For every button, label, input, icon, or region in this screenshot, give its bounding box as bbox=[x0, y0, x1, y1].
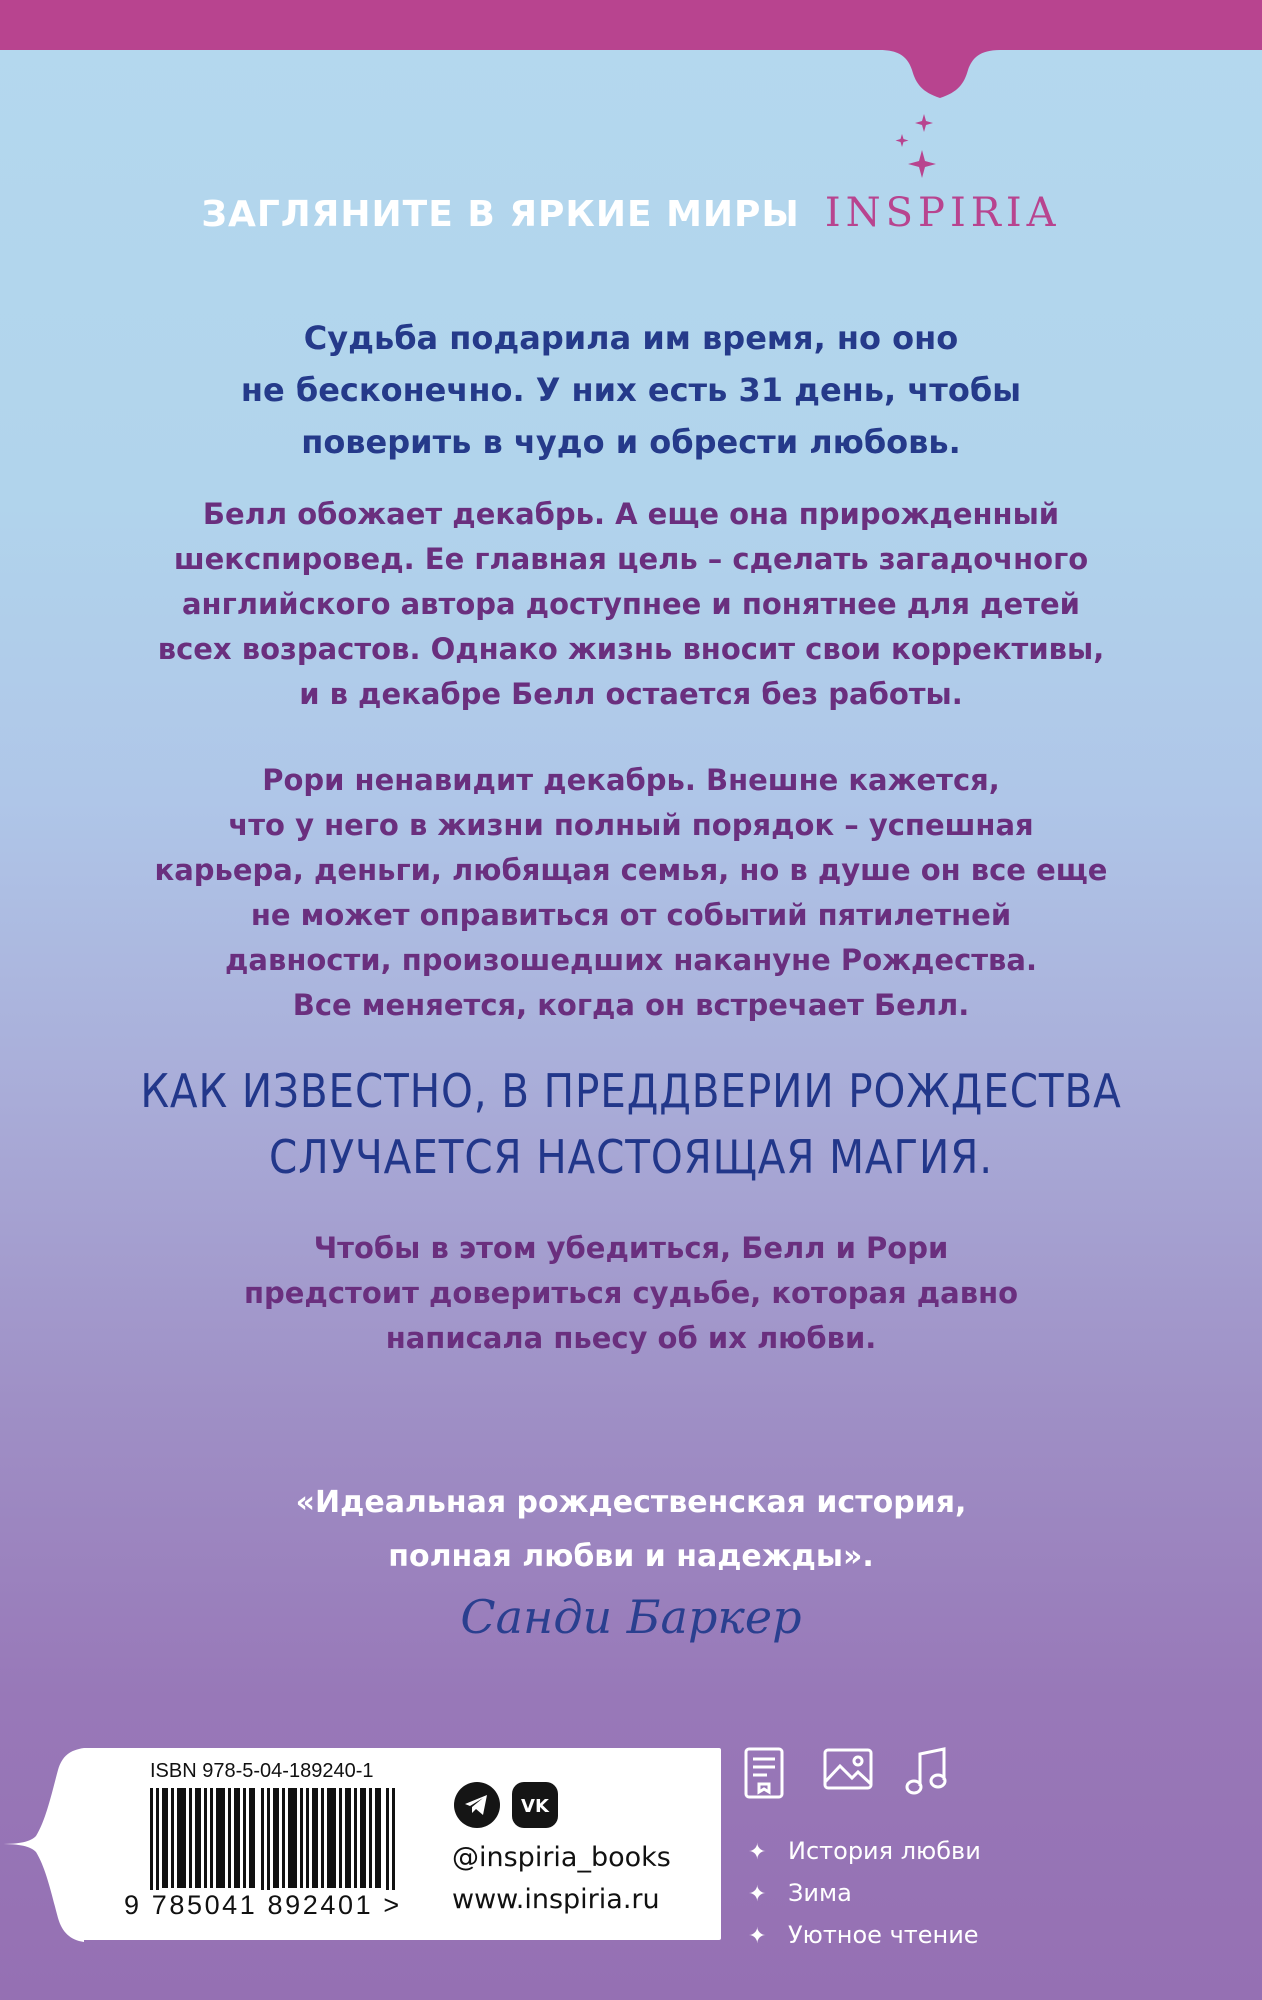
text-line: Все меняется, когда он встречает Белл. bbox=[292, 988, 970, 1022]
tag-item bbox=[748, 1872, 981, 1914]
text-line: английского автора доступнее и понятнее для детей bbox=[181, 587, 1080, 621]
star-bullet-icon: ✦ bbox=[748, 1840, 767, 1865]
text-line: не бесконечно. У них есть 31 день, чтобы bbox=[240, 371, 1022, 409]
text-line: что у него в жизни полный порядок – успешная bbox=[228, 808, 1034, 842]
telegram-icon[interactable] bbox=[454, 1782, 500, 1828]
text-line: карьера, деньги, любящая семья, но в душе он все еще bbox=[154, 853, 1108, 887]
svg-text:VK: VK bbox=[521, 1796, 549, 1817]
sparkles-icon bbox=[890, 112, 940, 182]
barcode-card bbox=[84, 1748, 721, 1940]
format-icons bbox=[742, 1746, 962, 1802]
isbn-label: ISBN 978-5-04-189240-1 bbox=[150, 1760, 374, 1782]
text-line: Рори ненавидит декабрь. Внешне кажется, bbox=[262, 763, 1000, 797]
ebook-icon bbox=[742, 1746, 786, 1804]
text-line: давности, произошедших накануне Рождества. bbox=[224, 943, 1037, 977]
text-line: всех возрастов. Однако жизнь вносит свои коррективы, bbox=[157, 632, 1105, 666]
slogan-line: КАК ИЗВЕСТНО, В ПРЕДДВЕРИИ РОЖДЕСТВА bbox=[140, 1064, 1122, 1118]
social-handle[interactable]: @inspiria_books bbox=[452, 1842, 671, 1873]
vk-icon[interactable] bbox=[512, 1782, 558, 1828]
lead-paragraph bbox=[0, 312, 1262, 468]
tag-label: Уютное чтение bbox=[788, 1921, 979, 1949]
website-link[interactable]: www.inspiria.ru bbox=[452, 1884, 660, 1915]
quote-line: «Идеальная рождественская история, bbox=[295, 1485, 967, 1520]
social-links bbox=[454, 1782, 564, 1828]
image-icon bbox=[822, 1746, 874, 1796]
text-line: не может оправиться от событий пятилетней bbox=[250, 898, 1012, 932]
text-line: предстоит довериться судьбе, которая давно bbox=[243, 1276, 1019, 1310]
text-line: Судьба подарила им время, но оно bbox=[303, 319, 959, 357]
text-line: Чтобы в этом убедиться, Белл и Рори bbox=[313, 1231, 949, 1265]
text-line: шекспировед. Ее главная цель – сделать загадочного bbox=[173, 542, 1089, 576]
top-notch-ornament bbox=[880, 40, 1000, 100]
series-header bbox=[0, 190, 1262, 236]
slogan bbox=[76, 1058, 1187, 1190]
tag-label: Зима bbox=[788, 1879, 852, 1907]
quote-line: полная любви и надежды». bbox=[388, 1539, 874, 1574]
series-tagline: ЗАГЛЯНИТЕ В ЯРКИЕ МИРЫ bbox=[201, 194, 800, 235]
synopsis-paragraph-rory bbox=[0, 758, 1262, 1028]
card-notch-ornament bbox=[0, 1740, 95, 1950]
star-bullet-icon: ✦ bbox=[748, 1924, 767, 1949]
text-line: Белл обожает декабрь. А еще она прирожденный bbox=[202, 497, 1060, 531]
closing-paragraph bbox=[0, 1226, 1262, 1361]
isbn-digits: 9 785041 892401 > bbox=[124, 1890, 402, 1920]
top-band bbox=[0, 0, 1262, 50]
text-line: и в декабре Белл остается без работы. bbox=[299, 677, 963, 711]
music-note-icon bbox=[904, 1746, 950, 1802]
tag-item bbox=[748, 1830, 981, 1872]
barcode-image bbox=[150, 1788, 400, 1900]
quote-author: Санди Баркер bbox=[460, 1590, 802, 1644]
synopsis-paragraph-bell bbox=[0, 492, 1262, 717]
text-line: написала пьесу об их любви. bbox=[385, 1321, 877, 1355]
tag-label: История любви bbox=[788, 1837, 981, 1865]
review-quote bbox=[0, 1476, 1262, 1584]
genre-tags bbox=[748, 1830, 981, 1956]
text-line: поверить в чудо и обрести любовь. bbox=[301, 423, 961, 461]
tag-item bbox=[748, 1914, 981, 1956]
brand-logo-text: INSPIRIA bbox=[824, 190, 1061, 236]
slogan-line: СЛУЧАЕТСЯ НАСТОЯЩАЯ МАГИЯ. bbox=[269, 1130, 993, 1184]
star-bullet-icon: ✦ bbox=[748, 1882, 767, 1907]
